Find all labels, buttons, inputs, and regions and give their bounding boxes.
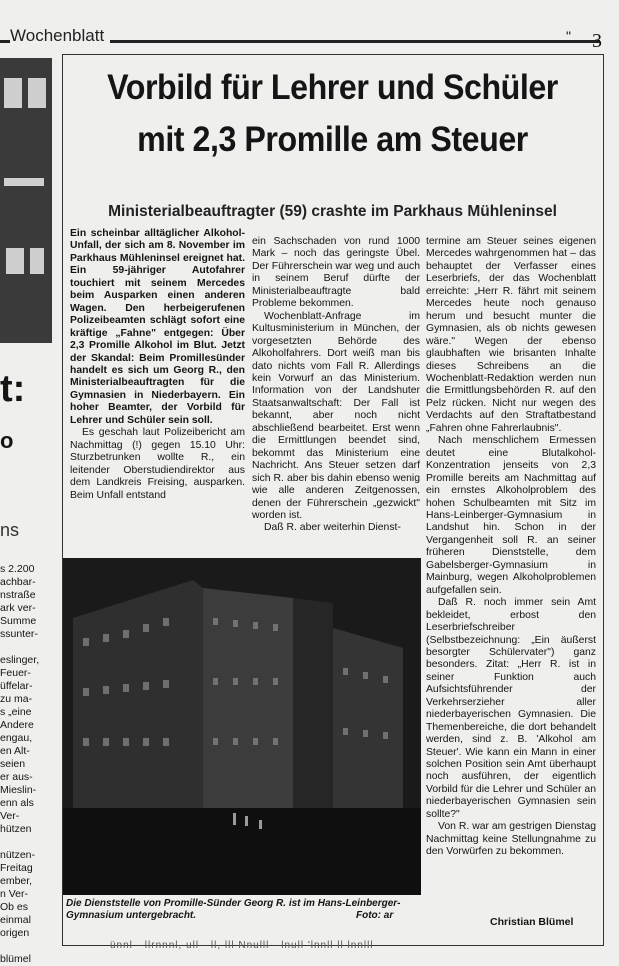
article-column-2 (252, 236, 420, 535)
left-photo-fragment (0, 58, 52, 343)
left-text-line: Andere (0, 719, 34, 731)
left-text-line: s 2.200 (0, 563, 35, 575)
left-article-fragment (0, 50, 58, 966)
column1-paragraph-2: Es geschah laut Polizeibericht am Nachmittag (!) gegen 15.10 Uhr: Sturzbetrunken wollte R., ein leitender Oberstudiendirektor aus dem Landkreis Freising, ausparken. Beim Unfall entstand (70, 427, 245, 501)
school-building-photo (63, 558, 421, 895)
column3-paragraph-4: Von R. war am gestrigen Dienstag Nachmittag keine Stellungnahme zu den Vorwürfen zu bekommen. (426, 821, 596, 858)
left-text-line: eslinger, (0, 654, 40, 666)
left-text-line: nstraße (0, 589, 36, 601)
column2-paragraph-3: Daß R. aber weiterhin Dienst- (264, 522, 401, 534)
headline (91, 62, 574, 166)
left-text-line: Ob es (0, 901, 29, 913)
lead-paragraph: Ein scheinbar alltäglicher Alkohol-Unfall, der sich am 8. November im Parkhaus Mühleninsel ereignet hat. Ein 59-jähriger Autofahrer touchiert mit seinem Mercedes beim Ausparken einen anderen Wagen. Den herbeigerufenen Polizeibeamten schlägt sofort eine kräftige „Fahne" entgegen: Über 2,3 Promille Alkohol im Blut. Jetzt der Skandal: Beim Promillesünder handelt es sich um Georg R., den Ministerialbeauftragten für die Gymnasien in Niederbayern. Ein hoher Beamter, der Vorbild für Lehrer und Schüler sein soll. (70, 228, 245, 426)
headline-line-2: mit 2,3 Promille am Steuer (137, 120, 528, 159)
bottom-cut-off-text: ünnl · llrnnnl, ull · ll, lll Nnulll · lnull 'lnnll ll lnnlll (110, 940, 374, 951)
left-text-line: s „eine (0, 706, 32, 718)
column3-paragraph-3: Daß R. noch immer sein Amt bekleidet, erbost den Leserbriefschreiber (Selbstbezeichnung: „Ein äußerst besorgter Schülervater") ganz besonders. Zitat: „Herr R. ist in seiner Funktion auch Aufsichtsführender der Verkehrserzieher aller niederbayerischen Gymnasien. Die Themenbereiche, die dort behandelt werden, sind z. B. 'Alkohol am Steuer'. Wie kann ein Mann in einer solchen Position sein Amt überhaupt noch ausführen, der eigentlich Vorbild für die Lehrer und Schüler an niederbayerischen Gymnasien sein sollte?" (426, 597, 596, 820)
left-text-line: en Alt- (0, 745, 30, 757)
left-text-line: enn als (0, 797, 34, 809)
left-text-line: origen (0, 927, 30, 939)
left-headline-fragment-2: o (0, 428, 14, 453)
left-text-line: n Ver- (0, 888, 29, 900)
left-text-line: üffelar- (0, 680, 33, 692)
column3-paragraph-1: termine am Steuer seines eigenen Mercedes wahrgenommen hat – das behauptet der Verfasser eines Leserbriefs, der das Wochenblatt erreichte: „Herr R. fährt mit seinem Mercedes heute noch genauso herum und besucht munter die Gymnasien, als ob nichts gewesen wäre." Wegen der ebenso glaubhaften wie brisanten Inhalte dieses Schreibens an die Wochenblatt-Redaktion werden nun die Ermittlungsbehörden R. auf den Pelz rücken. Nicht nur wegen des Verdachts auf den Straftatbestand „Fahren ohne Fahrerlaubnis". (426, 236, 596, 434)
article-column-1 (70, 228, 245, 502)
page-number: 3 (592, 30, 602, 52)
left-headline-fragment: t: (0, 368, 26, 410)
left-text-line: einmal (0, 914, 31, 926)
left-text-line: zu ma- (0, 693, 33, 705)
school-building-image (63, 558, 421, 895)
column2-paragraph-1: ein Sachschaden von rund 1000 Mark – noch das geringste Übel. Der Führerschein war weg und auch in seinem Beruf dürfte der Ministerialbeauftragte bald Probleme bekommen. (252, 236, 420, 310)
left-text-line: Ver- (0, 810, 20, 822)
column3-paragraph-2: Nach menschlichem Ermessen deutet eine Blutalkohol-Konzentration jenseits von 2,3 Promille bereits am Nachmittag auf ein ernstes Alkoholproblem des hohen Schulbeamten mit Sitz im Hans-Leinberger-Gymnasium in Landshut hin. Schon in der Vergangenheit soll R. an seiner früheren Dienststelle, dem Gabelsberger-Gymnasium in Mainburg, wegen Alkoholproblemen aufgefallen sein. (426, 435, 596, 596)
photo-credit: Foto: ar (356, 910, 394, 921)
left-text-line: er aus- (0, 771, 33, 783)
column2-paragraph-2: Wochenblatt-Anfrage im Kultusministerium in München, der vorgesetzten Behörde des Alkoholfahrers. Dort weiß man bis dato nichts vom Fall R. Allerdings kein Vorwurf an das Ministerium. Information von der Landshuter Staatsanwaltschaft: Der Fall ist bekannt, aber noch nicht abschließend bearbeitet. Erst wenn die Ermittlungen beendet sind, bekommt das Ministerium eine Nachricht. Ans Steuer setzen darf sich R. aber bis dahin ebenso wenig wie alle anderen Zeitgenossen, denen der Führerschein „gezwickt" worden ist. (252, 310, 420, 521)
photo-caption: Die Dienststelle von Promille-Sünder Georg R. ist im Hans-Leinberger-Gymnasium untergebracht. (66, 898, 401, 921)
left-text-line: ssunter- (0, 628, 38, 640)
left-text-line: ark ver- (0, 602, 36, 614)
left-text-line: nützen- (0, 849, 36, 861)
left-text-line: engau, (0, 732, 33, 744)
left-text-line: Mieslin- (0, 784, 37, 796)
author-byline: Christian Blümel (490, 916, 574, 928)
subheadline: Ministerialbeauftragter (59) crashte im Parkhaus Mühleninsel (108, 203, 557, 220)
page-quote-mark: " (566, 28, 571, 44)
left-text-line: hützen (0, 823, 32, 835)
headline-line-1: Vorbild für Lehrer und Schüler (107, 68, 558, 107)
left-text-line: seien (0, 758, 26, 770)
left-text-line: achbar- (0, 576, 36, 588)
left-text-line: Summe (0, 615, 37, 627)
masthead: Wochenblatt (10, 26, 110, 46)
left-text-line: Feuer- (0, 667, 31, 679)
left-text-line: Freitag (0, 862, 33, 874)
left-text-line: blümel (0, 953, 31, 965)
article-column-3 (426, 236, 596, 859)
left-text-line: ember, (0, 875, 33, 887)
left-subhead-fragment: ns (0, 520, 20, 540)
